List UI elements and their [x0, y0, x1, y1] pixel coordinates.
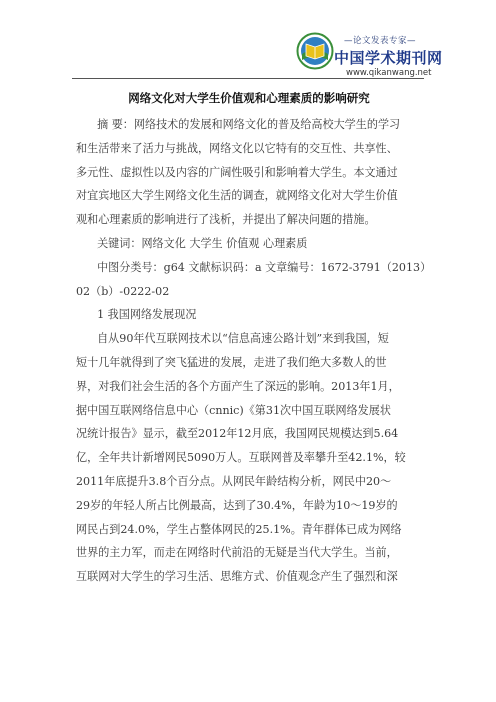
section-1-line: 网民占到24.0%，学生占整体网民的25.1%。青年群体已成为网络	[76, 522, 402, 536]
section-1-line: 据中国互联网络信息中心（cnnic)《第31次中国互联网络发展状	[76, 403, 391, 417]
keywords-paragraph	[76, 232, 422, 256]
section-1-paragraph	[76, 327, 422, 589]
abstract-paragraph	[76, 113, 422, 232]
keywords-line: 关键词：网络文化 大学生 价值观 心理素质	[97, 236, 308, 250]
section-1-line: 29岁的年轻人所占比例最高，达到了30.4%，年龄为10～19岁的	[76, 498, 398, 512]
journal-logo[interactable]	[296, 32, 456, 80]
logo-tagline: —论文发表专家—	[344, 36, 417, 46]
article-body	[76, 90, 432, 589]
article-title: 网络文化对大学生价值观和心理素质的影响研究	[128, 91, 370, 105]
abstract-line: 摘 要：网络技术的发展和网络文化的普及给高校大学生的学习	[97, 118, 401, 131]
section-1-line: 亿，全年共计新增网民5090万人。互联网普及率攀升至42.1%，较	[76, 451, 406, 465]
logo-url[interactable]: www.qikanwang.net	[346, 68, 432, 78]
abstract-line: 观和心理素质的影响进行了浅析，并提出了解决问题的措施。	[76, 213, 376, 227]
section-1-line: 况统计报告》显示，截至2012年12月底，我国网民规模达到5.64	[76, 427, 399, 441]
classification-line: 02（b）-0222-02	[76, 284, 170, 298]
classification-paragraph	[76, 256, 432, 304]
section-1-line: 互联网对大学生的学习生活、思维方式、价值观念产生了强烈和深	[76, 570, 398, 584]
classification-line: 中图分类号：g64 文献标识码：a 文章编号：1672-3791（2013）	[97, 260, 432, 274]
section-1-line: 2011年底提升3.8个百分点。从网民年龄结构分析，网民中20～	[76, 474, 392, 488]
logo-title: 中国学术期刊网	[334, 49, 443, 67]
section-1-line: 自从90年代互联网技术以“信息高速公路计划”来到我国，短	[97, 332, 389, 346]
section-1-heading: 1 我国网络发展现况	[97, 308, 197, 322]
book-globe-emblem-icon	[296, 32, 334, 70]
header-divider	[72, 78, 424, 79]
section-1-line: 世界的主力军，而走在网络时代前沿的无疑是当代大学生。当前，	[76, 546, 398, 560]
section-1-line: 界，对我们社会生活的各个方面产生了深远的影响。2013年1月，	[76, 379, 400, 393]
abstract-line: 和生活带来了活力与挑战，网络文化以它特有的交互性、共享性、	[76, 141, 398, 155]
section-1-line: 短十几年就得到了突飞猛进的发展，走进了我们绝大多数人的世	[76, 355, 387, 369]
abstract-line: 多元性、虚拟性以及内容的广阔性吸引和影响着大学生。本文通过	[76, 165, 398, 179]
abstract-line: 对宜宾地区大学生网络文化生活的调查，就网络文化对大学生价值	[76, 189, 398, 203]
section-heading	[76, 303, 422, 327]
